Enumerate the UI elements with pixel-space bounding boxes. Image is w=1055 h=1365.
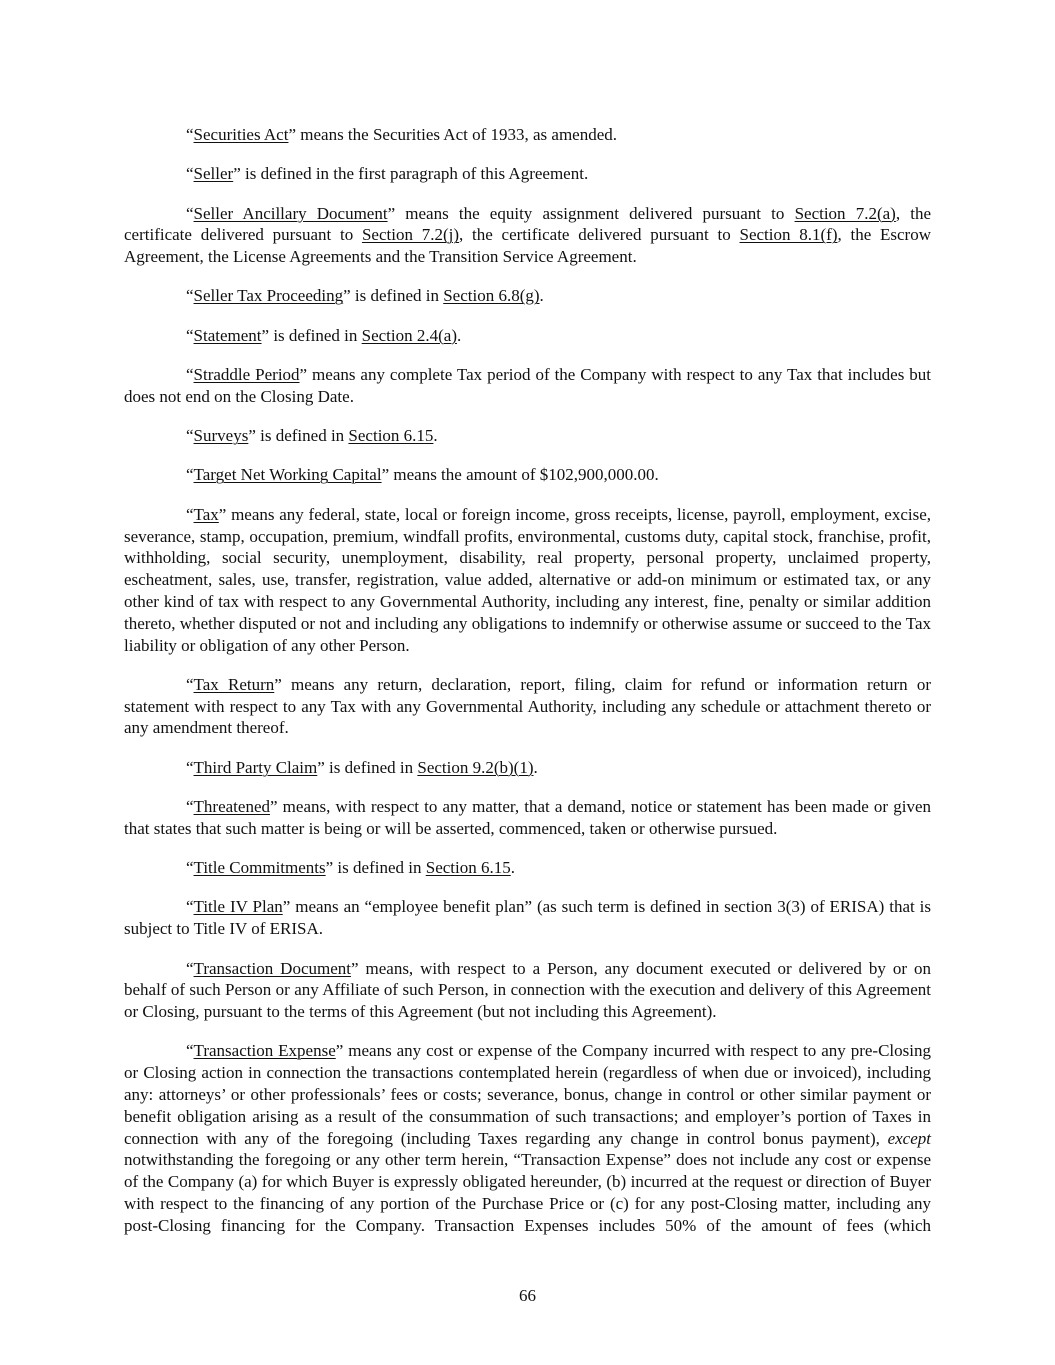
text-run: ” is defined in xyxy=(317,757,418,777)
text-run: “ xyxy=(186,797,194,817)
text-run: ” means the Securities Act of 1933, as amended. xyxy=(288,125,618,144)
section-reference: Section 6.15 xyxy=(425,858,511,878)
defined-term: Title IV Plan xyxy=(193,897,283,917)
text-run: “ xyxy=(186,365,194,385)
text-run: “ xyxy=(186,465,194,485)
text-run: ” means, with respect to a Person, any document executed or delivered by or on behalf of such Person or any Affiliate of such Person, in connection with the execution and delivery of this Agreement or Closing, pursuant to the terms of this Agreement (but not including this Agreement). xyxy=(124,958,931,1022)
text-run: . xyxy=(539,286,544,306)
defined-term: Tax Return xyxy=(193,674,275,694)
text-run: , the certificate delivered pursuant to xyxy=(124,203,931,245)
definition-transaction-document xyxy=(124,958,931,1023)
definition-title-commitments xyxy=(124,857,931,879)
section-reference: Section 7.2(j) xyxy=(361,225,460,245)
text-run: . xyxy=(510,858,515,878)
defined-term: Seller xyxy=(193,164,234,184)
text-run: ” is defined in xyxy=(343,286,444,306)
text-run: ” means, with respect to any matter, that a demand, notice or statement has been made or given that states that such matter is being or will be asserted, commenced, taken or otherwise pursued. xyxy=(124,797,931,838)
text-run: “ xyxy=(186,958,194,978)
document-body xyxy=(124,124,931,1237)
defined-term: Tax xyxy=(193,504,219,524)
text-run: notwithstanding the foregoing or any other term herein, “Transaction Expense” does not include any cost or expense of the Company (a) for which Buyer is expressly obligated hereunder, (b) incurred at the request or direction of Buyer with respect to the financing of any portion of the Purchase Price or (c) for any post-Closing matter, including any post-Closing financing for the Company. Transaction Expenses includes 50% of the amount of fees (which xyxy=(124,1150,931,1235)
text-run: . xyxy=(433,426,438,446)
defined-term: Straddle Period xyxy=(193,365,300,385)
definition-third-party-claim xyxy=(124,757,931,779)
defined-term: Transaction Expense xyxy=(193,1041,336,1061)
defined-term: Surveys xyxy=(193,426,249,446)
defined-term: Threatened xyxy=(193,797,270,817)
text-run: “ xyxy=(186,504,194,524)
definition-surveys xyxy=(124,425,931,447)
text-run: “ xyxy=(186,203,194,223)
section-reference: Section 2.4(a) xyxy=(361,325,457,345)
defined-term: Target Net Working Capital xyxy=(193,465,382,485)
text-run: “ xyxy=(186,858,194,878)
section-reference: Section 6.15 xyxy=(348,426,434,446)
emphasis-text: except xyxy=(887,1128,931,1148)
defined-term: Seller Ancillary Document xyxy=(193,203,388,223)
text-run: ” is defined in xyxy=(325,858,426,878)
text-run: . xyxy=(533,757,538,777)
text-run: . xyxy=(456,325,462,345)
text-run: “ xyxy=(186,286,194,306)
text-run: ” means an “employee benefit plan” (as such term is defined in section 3(3) of ERISA) that is subject to Title IV of ERISA. xyxy=(124,897,931,939)
definition-seller-tax-proceeding xyxy=(124,285,931,307)
text-run: ” means any federal, state, local or foreign income, gross receipts, license, payroll, employment, excise, severance, stamp, occupation, premium, windfall profits, environmental, customs duty, capital stock, franchise, profit, withholding, social security, unemployment, disability, real property, personal property, unclaimed property, escheatment, sales, use, transfer, registration, value added, alternative or add-on minimum or estimated tax, or any other kind of tax with respect to any Governmental Authority, including any interest, fine, penalty or similar addition thereto, whether disputed or not and including any obligations to indemnify or otherwise assume or succeed to the Tax liability or obligation of any other Person. xyxy=(124,504,931,655)
text-run: ” means any return, declaration, report, filing, claim for refund or information return or statement with respect to any Tax with any Governmental Authority, including any schedule or attachment thereto or any amendment thereof. xyxy=(124,674,932,738)
definition-securities-act xyxy=(124,124,931,146)
text-run: “ xyxy=(186,125,194,144)
definition-statement xyxy=(124,325,931,347)
defined-term: Seller Tax Proceeding xyxy=(193,286,344,306)
defined-term: Third Party Claim xyxy=(193,757,318,777)
definition-target-net-working-capital xyxy=(124,464,931,486)
definition-seller xyxy=(124,163,931,185)
text-run: ” means the equity assignment delivered pursuant to xyxy=(387,203,795,223)
text-run: “ xyxy=(186,164,194,184)
defined-term: Title Commitments xyxy=(193,858,326,878)
text-run: ” means any cost or expense of the Company incurred with respect to any pre-Closing or Closing action in connection the transactions contemplated herein (regardless of when due or invoiced), including any: attorneys’ or other professionals’ fees or costs; severance, bonus, change in control or other similar payment or benefit obligation arising as a result of the consummation of such transactions; and employer’s portion of Taxes in connection with any of the foregoing (including Taxes regarding any change in control bonus payment), xyxy=(124,1041,931,1148)
text-run: ” is defined in xyxy=(261,325,362,345)
text-run: ” is defined in xyxy=(248,426,349,446)
text-run: ” is defined in the first paragraph of this Agreement. xyxy=(233,164,589,184)
definition-transaction-expense xyxy=(124,1040,931,1236)
text-run: “ xyxy=(186,674,194,694)
definition-straddle-period xyxy=(124,364,931,408)
definition-title-iv-plan xyxy=(124,896,931,940)
section-reference: Section 9.2(b)(1) xyxy=(417,757,534,777)
definition-tax xyxy=(124,504,931,657)
text-run: “ xyxy=(186,426,194,446)
text-run: “ xyxy=(186,757,194,777)
text-run: “ xyxy=(186,897,194,917)
text-run: “ xyxy=(186,325,194,345)
text-run: , the certificate delivered pursuant to xyxy=(459,225,740,245)
defined-term: Statement xyxy=(193,325,262,345)
definition-seller-ancillary-document xyxy=(124,203,931,268)
text-run: ” means the amount of $102,900,000.00. xyxy=(381,465,659,485)
definition-threatened xyxy=(124,796,931,840)
defined-term: Transaction Document xyxy=(193,958,351,978)
section-reference: Section 8.1(f) xyxy=(739,225,838,245)
text-run: ” means any complete Tax period of the Company with respect to any Tax that includes but does not end on the Closing Date. xyxy=(124,365,931,406)
defined-term: Securities Act xyxy=(193,125,289,144)
section-reference: Section 7.2(a) xyxy=(794,203,896,223)
text-run: “ xyxy=(186,1041,194,1061)
page-number: 66 xyxy=(519,1286,536,1305)
text-run: , the Escrow Agreement, the License Agreements and the Transition Service Agreement. xyxy=(124,225,931,267)
definition-tax-return xyxy=(124,674,931,739)
section-reference: Section 6.8(g) xyxy=(443,286,540,306)
